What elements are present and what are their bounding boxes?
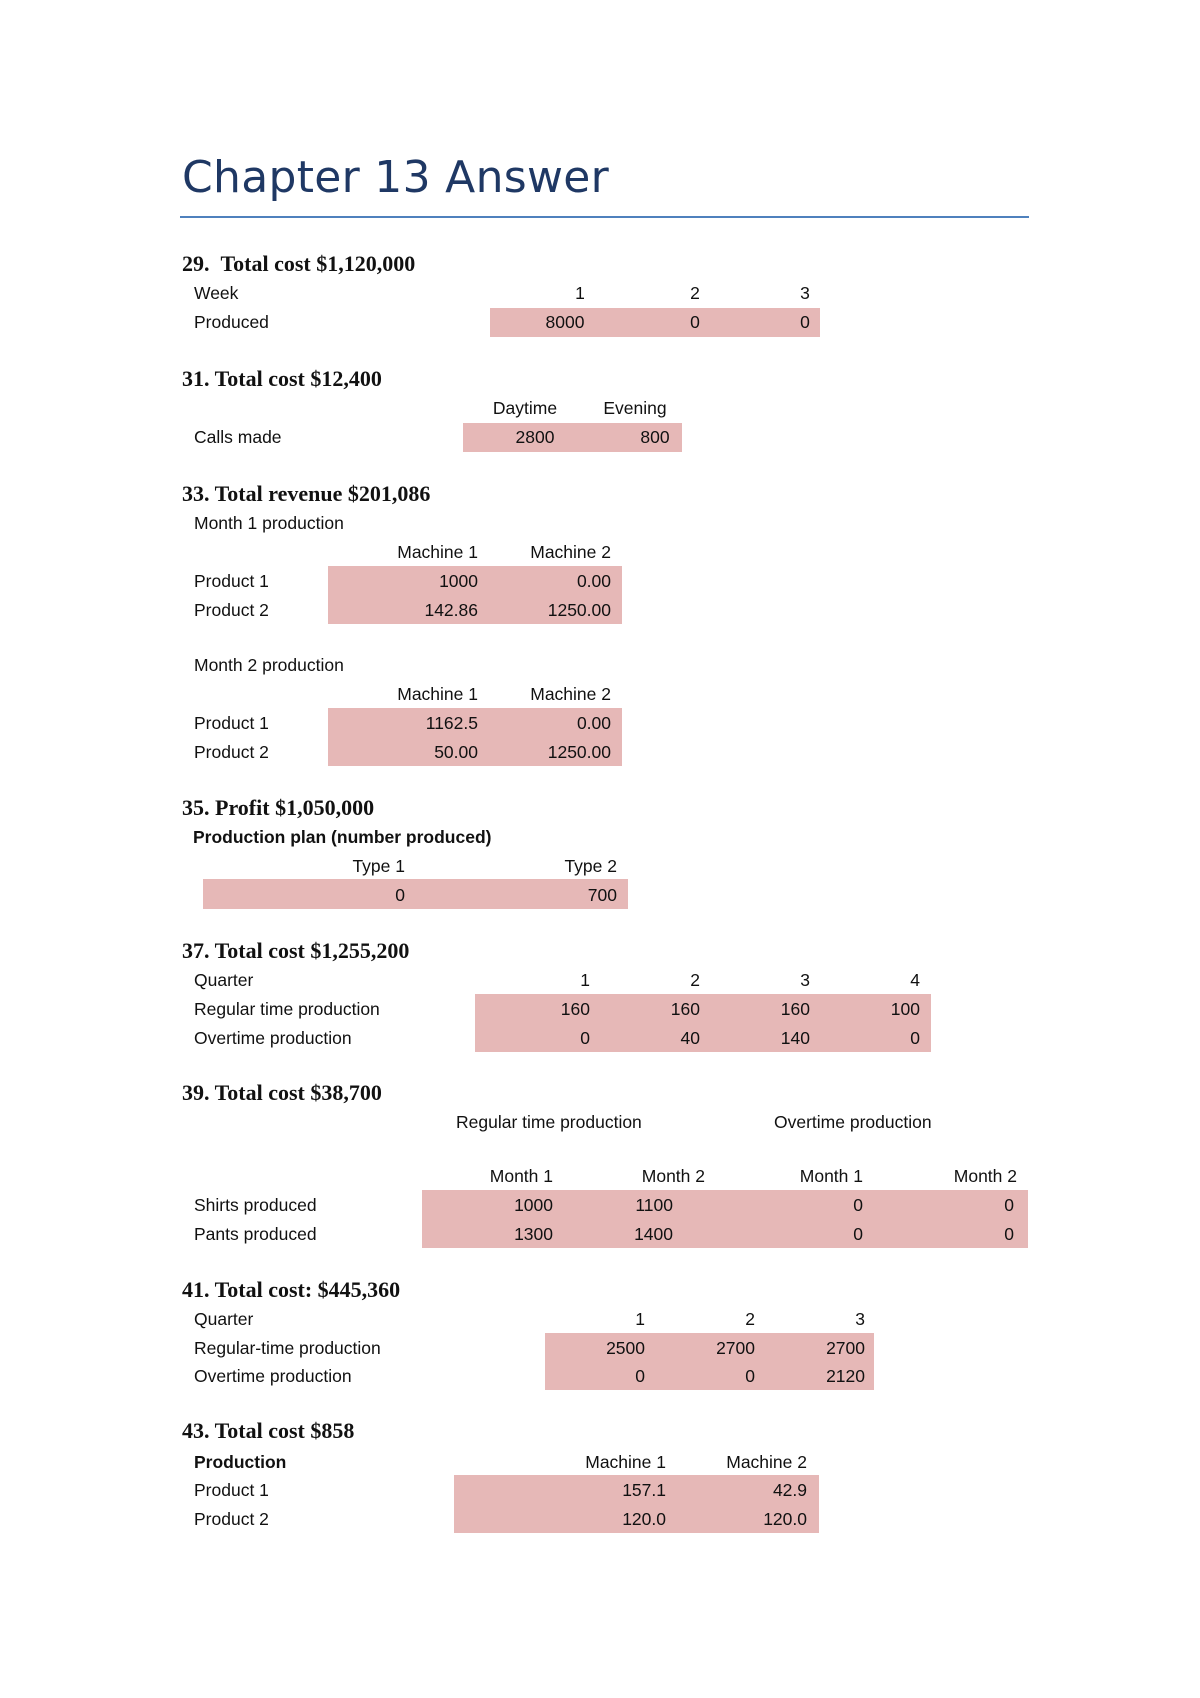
- table-cell: 140: [780, 1028, 810, 1048]
- table-cell: 160: [670, 999, 700, 1019]
- row-label: Product 2: [194, 742, 269, 762]
- column-header: Month 2: [953, 1166, 1017, 1186]
- table-cell: 0: [1004, 1195, 1014, 1215]
- table-cell: 8000: [545, 312, 585, 332]
- table-cell: 1300: [514, 1224, 553, 1244]
- column-header: Month 1: [799, 1166, 863, 1186]
- row-label: Product 1: [194, 713, 269, 733]
- problem-33-heading: 33. Total revenue $201,086: [182, 481, 431, 506]
- week-header: 1: [575, 283, 585, 303]
- column-header: Machine 2: [530, 684, 611, 704]
- table-cell: 142.86: [424, 600, 478, 620]
- table-cell: 160: [780, 999, 810, 1019]
- quarter-header: 3: [800, 970, 810, 990]
- problem-41-heading: 41. Total cost: $445,360: [182, 1277, 401, 1302]
- table-cell: 2700: [716, 1338, 755, 1358]
- table-cell: 42.9: [772, 1480, 807, 1500]
- week-header: 3: [800, 283, 810, 303]
- title-underline: [180, 216, 1029, 218]
- table-cell: 40: [680, 1028, 700, 1048]
- row-label: Product 1: [194, 1480, 269, 1500]
- quarter-header: 2: [690, 970, 700, 990]
- problem-35-heading: 35. Profit $1,050,000: [182, 795, 375, 820]
- quarter-header: 1: [635, 1309, 645, 1329]
- table-cell: 157.1: [622, 1480, 666, 1500]
- problem-31-heading: 31. Total cost $12,400: [182, 366, 382, 391]
- table-cell: 0: [580, 1028, 590, 1048]
- column-header: Daytime: [492, 398, 558, 418]
- column-header: Machine 2: [726, 1452, 807, 1472]
- table-cell: 800: [640, 427, 670, 447]
- quarter-header: 2: [745, 1309, 755, 1329]
- table-cell: 0: [395, 885, 405, 905]
- quarter-header: 4: [910, 970, 920, 990]
- table-cell: 1250.00: [547, 742, 611, 762]
- table-cell: 50.00: [434, 742, 478, 762]
- problem-39-heading: 39. Total cost $38,700: [182, 1080, 382, 1105]
- problem-29-heading: [182, 251, 415, 277]
- table-cell: 120.0: [763, 1509, 807, 1529]
- month-2-production-label: Month 2 production: [194, 655, 344, 675]
- table-cell: 0.00: [576, 713, 611, 733]
- table-cell: 2500: [606, 1338, 645, 1358]
- table-cell: 120.0: [622, 1509, 666, 1529]
- table-cell: 1162.5: [425, 713, 478, 733]
- table-cell: 160: [560, 999, 590, 1019]
- table-cell: 2120: [826, 1366, 865, 1386]
- table-cell: 0: [1004, 1224, 1014, 1244]
- table-cell: 1400: [634, 1224, 673, 1244]
- week-header: 2: [690, 283, 700, 303]
- quarter-label: Quarter: [194, 970, 254, 990]
- table-cell: 0: [745, 1366, 755, 1386]
- row-label: Overtime production: [194, 1366, 352, 1386]
- column-header: Machine 2: [530, 542, 611, 562]
- table-cell: 0: [635, 1366, 645, 1386]
- table-cell: 1250.00: [547, 600, 611, 620]
- quarter-header: 1: [580, 970, 590, 990]
- column-header: Month 2: [641, 1166, 705, 1186]
- problem-29-title: Total cost $1,120,000: [220, 251, 416, 276]
- table-cell: 0: [690, 312, 700, 332]
- regular-time-group-header: Regular time production: [456, 1112, 642, 1132]
- table-cell: 2700: [826, 1338, 865, 1358]
- quarter-label: Quarter: [194, 1309, 254, 1329]
- table-cell: 1000: [514, 1195, 553, 1215]
- row-label: Regular-time production: [194, 1338, 381, 1358]
- column-header: Type 2: [564, 856, 617, 876]
- row-label: Regular time production: [194, 999, 380, 1019]
- month-1-production-label: Month 1 production: [194, 513, 344, 533]
- table-cell: 1000: [439, 571, 478, 591]
- column-header: Machine 1: [397, 542, 478, 562]
- row-label: Product 1: [194, 571, 269, 591]
- overtime-group-header: Overtime production: [774, 1112, 932, 1132]
- table-cell: 100: [890, 999, 920, 1019]
- problem-43-heading: 43. Total cost $858: [182, 1418, 355, 1443]
- table-cell: 0: [853, 1224, 863, 1244]
- table-cell: 2800: [515, 427, 555, 447]
- production-plan-subheading: Production plan (number produced): [193, 827, 492, 847]
- table-cell: 0: [800, 312, 810, 332]
- column-header: Month 1: [489, 1166, 553, 1186]
- column-header: Type 1: [352, 856, 405, 876]
- row-label: Shirts produced: [194, 1195, 317, 1215]
- row-label: Product 2: [194, 600, 269, 620]
- row-label: Product 2: [194, 1509, 269, 1529]
- column-header: Evening: [603, 398, 667, 418]
- table-cell: 0: [853, 1195, 863, 1215]
- calls-made-label: Calls made: [194, 427, 282, 447]
- column-header: Machine 1: [397, 684, 478, 704]
- quarter-header: 3: [855, 1309, 865, 1329]
- produced-label: Produced: [194, 312, 269, 332]
- problem-29-number: 29.: [182, 251, 210, 276]
- column-header: Machine 1: [585, 1452, 666, 1472]
- page-title: Chapter 13 Answer: [182, 152, 610, 203]
- production-label: Production: [194, 1452, 287, 1472]
- row-label: Overtime production: [194, 1028, 352, 1048]
- table-cell: 0.00: [576, 571, 611, 591]
- table-cell: 700: [587, 885, 617, 905]
- problem-37-heading: 37. Total cost $1,255,200: [182, 938, 410, 963]
- table-cell: 0: [910, 1028, 920, 1048]
- week-label: Week: [194, 283, 239, 303]
- table-cell: 1100: [635, 1195, 673, 1215]
- row-label: Pants produced: [194, 1224, 317, 1244]
